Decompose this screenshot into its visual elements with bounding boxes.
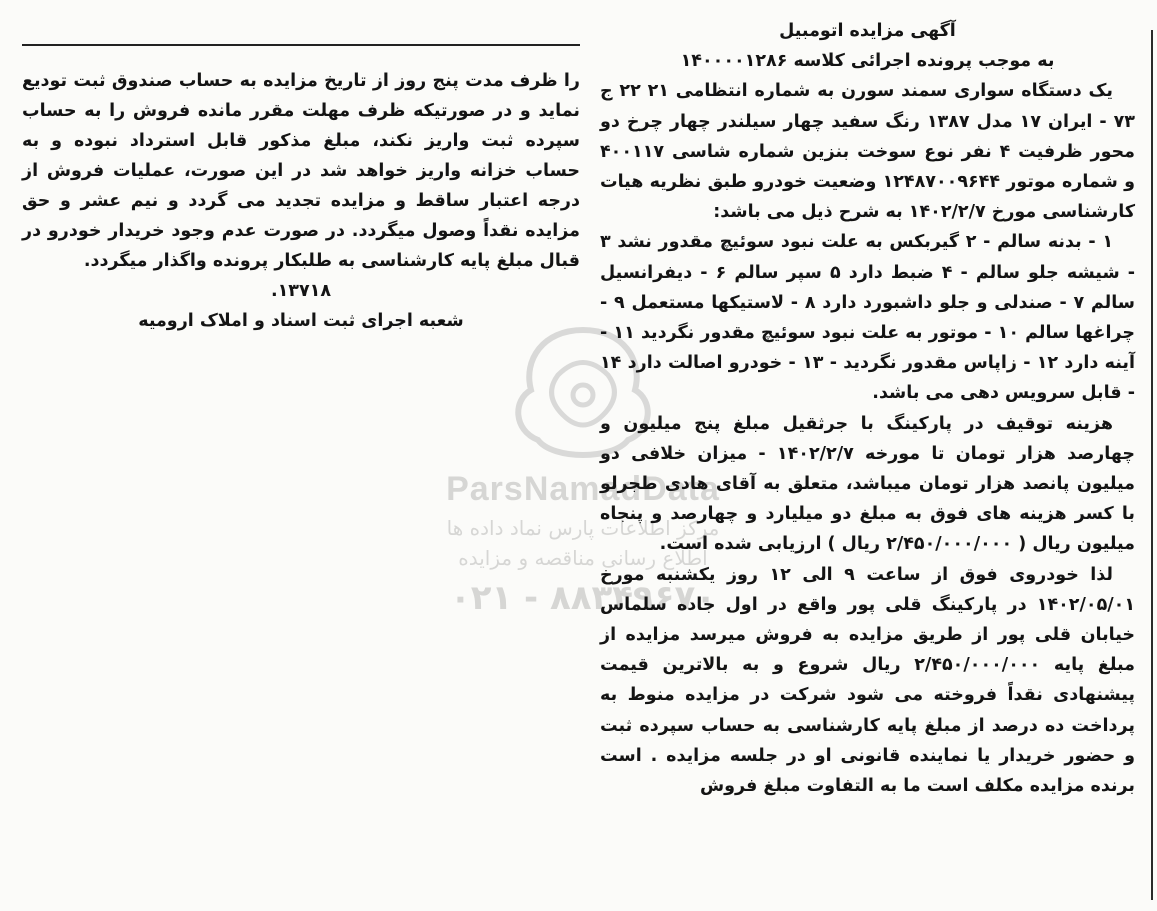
payment-terms: را ظرف مدت پنج روز از تاریخ مزایده به حساب صندوق ثبت تودیع نماید و در صورتیکه ظرف مهلت مقرر مانده فروش را به حساب سپرده ثبت واریز نکند، مبلغ مذکور قابل استرداد نبوده و به حساب خزانه واریز خواهد شد در این صورت، عملیات فروش از درجه اعتبار ساقط و مزایده تجدید می گردد و نیم عشر و حق مزایده نقداً وصول میگردد. در صورت عدم وجود خریدار خودرو در قبال مبلغ پایه کارشناسی به طلبکار پرونده واگذار میگردد. <box>22 71 580 271</box>
notice-signature <box>22 276 580 306</box>
notice-main-column <box>600 16 1135 801</box>
notice-subtitle: به موجب پرونده اجرائی کلاسه ۱۴۰۰۰۰۱۲۸۶ <box>680 51 1055 72</box>
watermark-phone: ۰۲۱ - ۸۸۳۴۹۶۷۰ <box>449 578 717 618</box>
watermark-brand: ParsNamadData <box>446 470 720 508</box>
top-divider <box>22 44 580 46</box>
inspection-list: ۱ - بدنه سالم - ۲ گیربکس به علت نبود سوئیچ مقدور نشد ۳ - شیشه جلو سالم - ۴ ضبط دارد ۵ سپر سالم ۶ - دیفرانسیل سالم ۷ - صندلی و جلو داشبورد دارد ۸ - لاستیکها مستعمل ۹ - چراغها سالم ۱۰ - موتور به علت نبود سوئیچ مقدور نگردید ۱۱ - آینه دارد ۱۲ - زاپاس مقدور نگردید - ۱۳ - خودرو اصالت دارد ۱۴ - قابل سرویس دهی می باشد. <box>600 232 1136 404</box>
notice-title: آگهی مزایده اتومبیل <box>779 21 956 41</box>
watermark-line1: مرکز اطلاعات پارس نماد داده ها <box>446 516 720 540</box>
watermark-line2: اطلاع رسانی مناقصه و مزایده <box>458 546 708 570</box>
vehicle-description: یک دستگاه سواری سمند سورن به شماره انتظامی ۲۱ ۲۲ ج ۷۳ - ایران ۱۷ مدل ۱۳۸۷ رنگ سفید چهار سیلندر چهار چرخ دو محور ظرفیت ۴ نفر نوع سوخت بنزین شماره شاسی ۴۰۰۱۱۷ و شماره موتور ۱۲۴۸۷۰۰۹۶۴۴ وضعیت خودرو طبق نظریه هیات کارشناسی مورخ ۱۴۰۲/۲/۷ به شرح ذیل می باشد: <box>600 81 1135 223</box>
valuation-paragraph: هزینه توقیف در پارکینگ با جرثقیل مبلغ پنج میلیون و چهارصد هزار تومان تا مورخه ۱۴۰۲/۲/۷ - میزان خلافی دو میلیون پانصد هزار تومان میباشد، متعلق به آقای هادی طجرلو با کسر هزینه های فوق به مبلغ دو میلیارد و چهارصد و پنجاه میلیون ریال ( ۲/۴۵۰/۰۰۰/۰۰۰ ریال ) ارزیابی شده است. <box>600 413 1135 555</box>
notice-continuation-column <box>22 66 580 336</box>
issuing-office: شعبه اجرای ثبت اسناد و املاک ارومیه <box>138 311 464 331</box>
auction-terms: لذا خودروی فوق از ساعت ۹ الی ۱۲ روز یکشنبه مورخ ۱۴۰۲/۰۵/۰۱ در پارکینگ قلی پور واقع در اول جاده سلماس خیابان قلی پور از طریق مزایده به فروش میرسد مزایده از مبلغ پایه ۲/۴۵۰/۰۰۰/۰۰۰ ریال شروع و به بالاترین قیمت پیشنهادی نقداً فروخته می شود شرکت در مزایده منوط به پرداخت ده درصد از مبلغ پایه کارشناسی به حساب سپرده ثبت و حضور خریدار یا نماینده قانونی او در جلسه مزایده . است برنده مزایده مکلف است ما به التفاوت مبلغ فروش <box>600 564 1135 797</box>
column-border <box>1151 30 1153 900</box>
reference-code: ۱۳۷۱۸. <box>270 281 332 301</box>
